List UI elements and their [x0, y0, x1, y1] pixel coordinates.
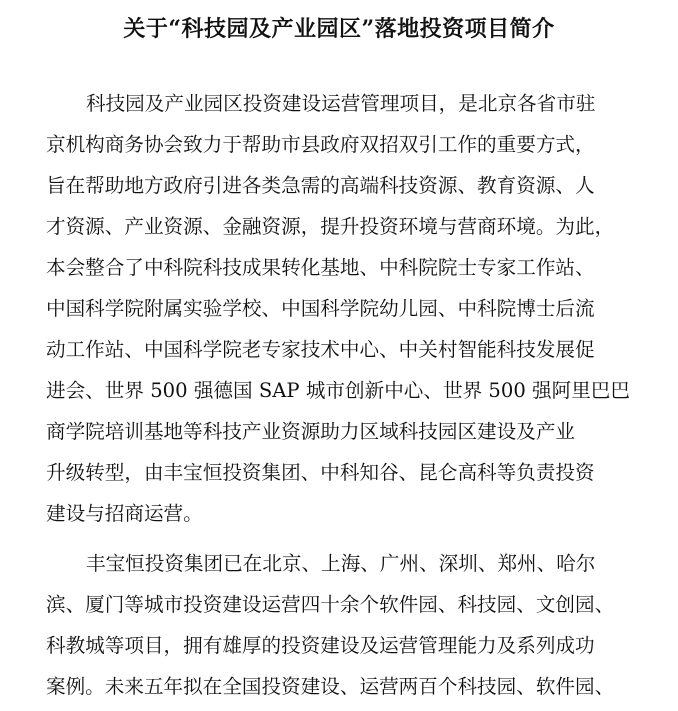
paragraph-1-line-7: 动工作站、中国科学院老专家技术中心、中关村智能科技发展促: [46, 338, 595, 361]
paragraph-1-line-5: 本会整合了中科院科技成果转化基地、中科院院士专家工作站、: [46, 256, 595, 279]
paragraph-2-line-2: 滨、厦门等城市投资建设运营四十余个软件园、科技园、文创园、: [46, 593, 615, 616]
paragraph-1-line-2: 京机构商务协会致力于帮助市县政府双招双引工作的重要方式，: [46, 133, 595, 156]
paragraph-1-line-11: 建设与招商运营。: [46, 502, 203, 525]
paragraph-1-line-10: 升级转型，由丰宝恒投资集团、中科知谷、昆仑高科等负责投资: [46, 461, 595, 484]
paragraph-1-line-4: 才资源、产业资源、金融资源，提升投资环境与营商环境。为此，: [46, 215, 615, 238]
paragraph-1-line-1: 科技园及产业园区投资建设运营管理项目，是北京各省市驻: [86, 92, 596, 115]
document-title: 关于“科技园及产业园区”落地投资项目简介: [123, 16, 555, 42]
paragraph-2-line-3: 科教城等项目，拥有雄厚的投资建设及运营管理能力及系列成功: [46, 634, 595, 657]
paragraph-1-line-8: 进会、世界 500 强德国 SAP 城市创新中心、世界 500 强阿里巴巴: [46, 379, 630, 402]
paragraph-1-line-3: 旨在帮助地方政府引进各类急需的高端科技资源、教育资源、人: [46, 174, 595, 197]
paragraph-2-line-4: 案例。未来五年拟在全国投资建设、运营两百个科技园、软件园、: [46, 675, 615, 698]
paragraph-2-line-1: 丰宝恒投资集团已在北京、上海、广州、深圳、郑州、哈尔: [86, 552, 596, 575]
paragraph-1-line-6: 中国科学院附属实验学校、中国科学院幼儿园、中科院博士后流: [46, 297, 595, 320]
paragraph-1-line-9: 商学院培训基地等科技产业资源助力区域科技园区建设及产业: [46, 420, 576, 443]
